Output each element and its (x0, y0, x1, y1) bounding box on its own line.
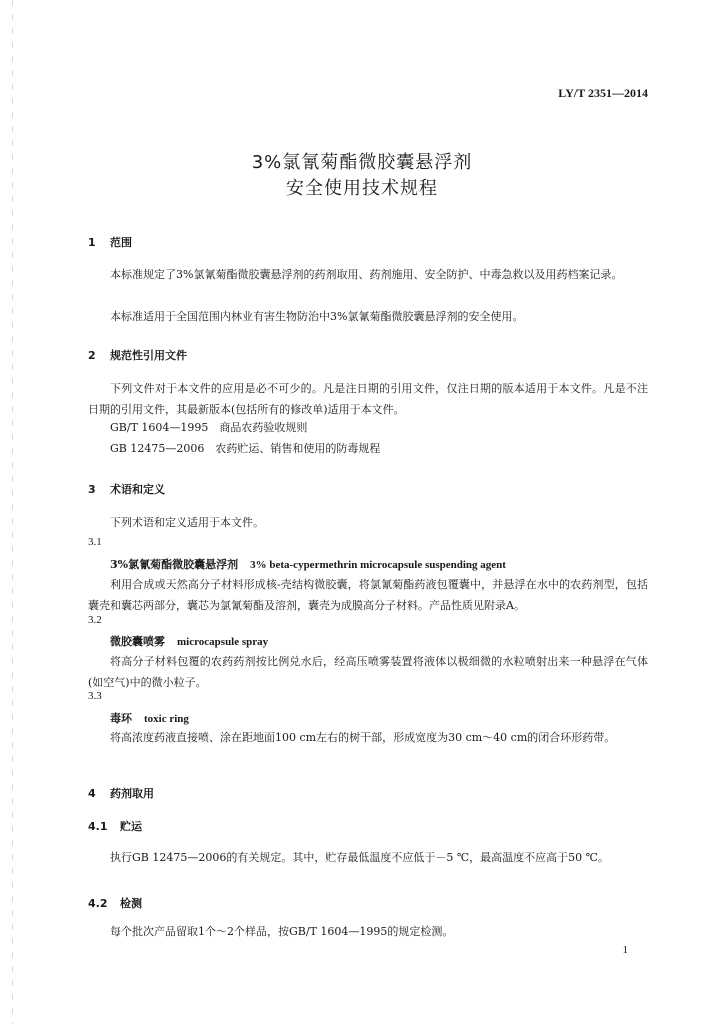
section-title: 规范性引用文件 (110, 349, 187, 362)
term-3-1-definition: 利用合成或天然高分子材料形成核-壳结构微胶囊，将氯氰菊酯药液包覆囊中，并悬浮在水中的农药剂型，包括囊壳和囊芯两部分，囊芯为氯氰菊酯及溶剂，囊壳为成膜高分子材料。产品性质见附录A。 (88, 578, 648, 612)
section-title: 药剂取用 (110, 787, 154, 800)
subsection-title: 检测 (120, 897, 142, 910)
subsection-title: 贮运 (120, 820, 142, 833)
term-3-3-number: 3.3 (88, 690, 102, 702)
term-english: microcapsule spray (177, 636, 269, 648)
subsection-4-2-heading (88, 895, 142, 911)
term-3-2-definition: 将高分子材料包覆的农药药剂按比例兑水后，经高压喷雾装置将液体以极细微的水粒喷射出来一种悬浮在气体(如空气)中的微小粒子。 (88, 655, 648, 689)
subsection-4-2-paragraph: 每个批次产品留取1个～2个样品，按GB/T 1604—1995的规定检测。 (110, 925, 454, 938)
term-3-3-definition: 将高浓度药液直接喷、涂在距地面100 cm左右的树干部，形成宽度为30 cm～40 cm的闭合环形药带。 (110, 731, 616, 744)
standard-code: LY/T 2351—2014 (558, 86, 648, 100)
term-chinese: 3%氯氰菊酯微胶囊悬浮剂 (110, 558, 239, 571)
section-title: 术语和定义 (110, 483, 165, 496)
term-3-2 (110, 633, 268, 649)
reference-1: GB/T 1604—1995 商品农药验收规则 (110, 421, 308, 434)
subsection-number: 4.2 (88, 897, 108, 910)
subsection-number: 4.1 (88, 820, 108, 833)
section-number: 1 (88, 236, 96, 249)
section-1-paragraph-2: 本标准适用于全国范围内林业有害生物防治中3%氯氰菊酯微胶囊悬浮剂的安全使用。 (110, 310, 524, 323)
section-3-paragraph-1: 下列术语和定义适用于本文件。 (110, 516, 264, 529)
document-title-line1: 3%氯氰菊酯微胶囊悬浮剂 (251, 152, 473, 173)
section-2-paragraph-1: 下列文件对于本文件的应用是必不可少的。凡是注日期的引用文件，仅注日期的版本适用于本文件。凡是不注日期的引用文件，其最新版本(包括所有的修改单)适用于本文件。 (88, 382, 648, 416)
term-chinese: 毒环 (110, 712, 132, 725)
section-title: 范围 (110, 236, 132, 249)
section-3-heading (88, 481, 165, 497)
section-number: 3 (88, 483, 96, 496)
document-title-line2: 安全使用技术规程 (286, 178, 438, 199)
section-1-heading (88, 234, 132, 250)
term-chinese: 微胶囊喷雾 (110, 635, 165, 648)
term-3-3 (110, 710, 189, 726)
term-3-1-number: 3.1 (88, 536, 102, 548)
section-4-heading (88, 785, 154, 801)
term-english: toxic ring (144, 713, 189, 725)
page-number: 1 (622, 944, 628, 956)
term-3-1 (110, 556, 506, 572)
term-3-2-number: 3.2 (88, 614, 102, 626)
section-1-paragraph-1: 本标准规定了3%氯氰菊酯微胶囊悬浮剂的药剂取用、药剂施用、安全防护、中毒急救以及用药档案记录。 (110, 268, 623, 281)
subsection-4-1-paragraph: 执行GB 12475—2006的有关规定。其中，贮存最低温度不应低于－5 ℃，最高温度不应高于50 ℃。 (110, 851, 609, 864)
section-2-heading (88, 347, 187, 363)
section-number: 2 (88, 349, 96, 362)
reference-2: GB 12475—2006 农药贮运、销售和使用的防毒规程 (110, 442, 381, 455)
section-number: 4 (88, 787, 96, 800)
subsection-4-1-heading (88, 818, 142, 834)
term-english: 3% beta-cypermethrin microcapsule suspending agent (250, 559, 506, 571)
